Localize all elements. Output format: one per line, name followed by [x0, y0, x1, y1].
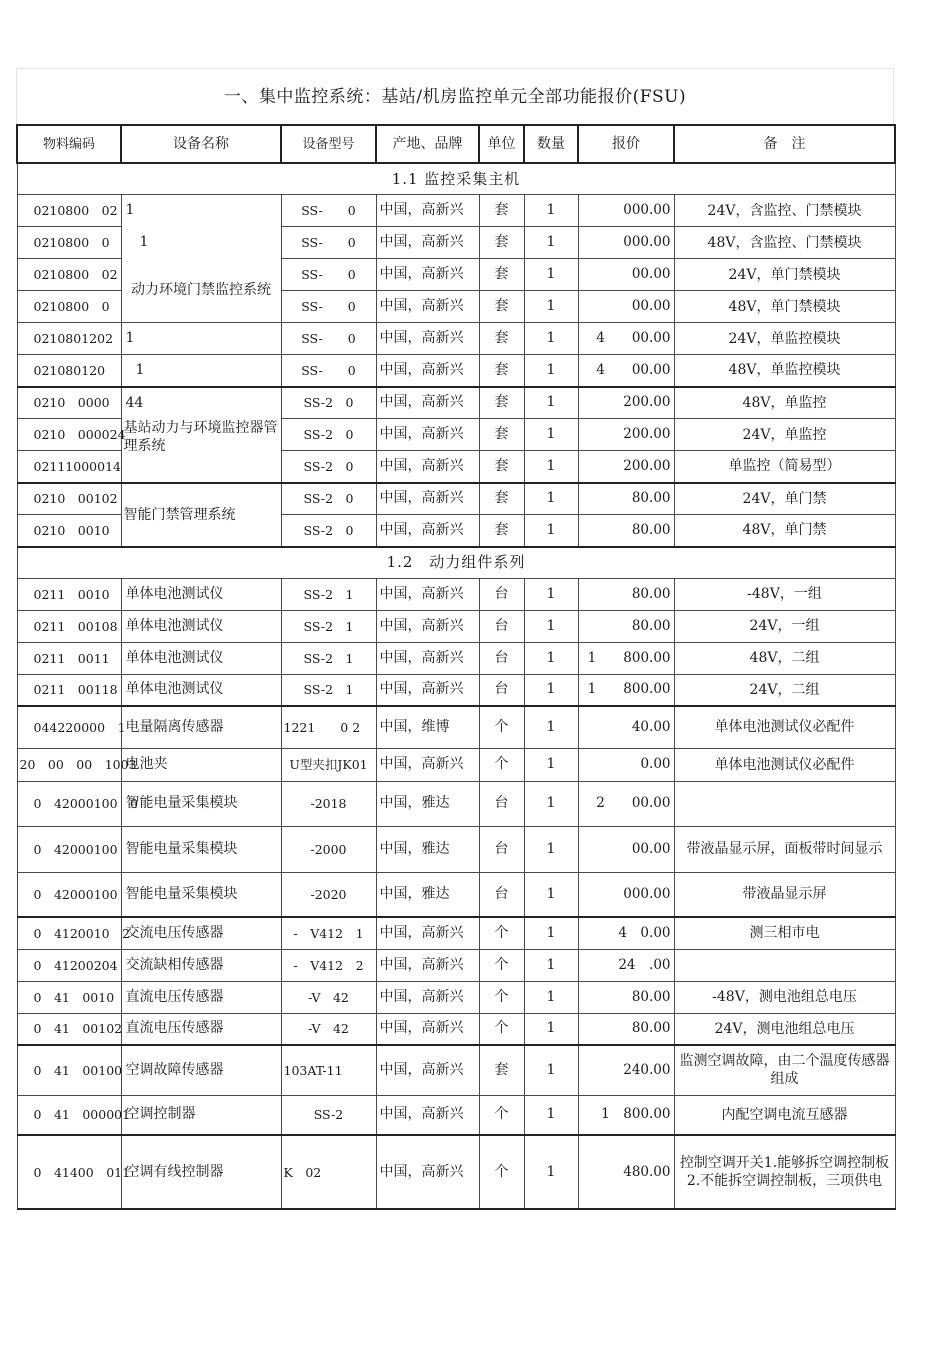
- cell-model: -2000: [281, 826, 376, 872]
- cell-qty: 1: [524, 451, 578, 483]
- cell-code: 0211 0010: [17, 578, 121, 610]
- cell-qty: 1: [524, 483, 578, 515]
- cell-name: 智能电量采集模块: [121, 826, 281, 872]
- cell-price: 480.00: [578, 1135, 674, 1209]
- header-note: 备 注: [674, 125, 895, 163]
- cell-origin: 中国，高新兴: [376, 355, 479, 387]
- cell-code: 0 41 00100: [17, 1045, 121, 1095]
- cell-note: 48V，单监控: [674, 387, 895, 419]
- cell-model: -V 42: [281, 981, 376, 1013]
- cell-price: 0.00: [578, 748, 674, 781]
- cell-price: 000.00: [578, 195, 674, 227]
- header-origin: 产地、品牌: [376, 125, 479, 163]
- cell-name: 空调有线控制器: [121, 1135, 281, 1209]
- cell-price: 200.00: [578, 419, 674, 451]
- cell-qty: 1: [524, 291, 578, 323]
- cell-unit: 个: [479, 1095, 524, 1135]
- cell-unit: 个: [479, 917, 524, 949]
- cell-qty: 1: [524, 1095, 578, 1135]
- cell-qty: 1: [524, 781, 578, 826]
- cell-note: -48V，测电池组总电压: [674, 981, 895, 1013]
- cell-model: - V412 1: [281, 917, 376, 949]
- cell-origin: 中国，高新兴: [376, 917, 479, 949]
- cell-name: 1: [121, 227, 281, 259]
- cell-qty: 1: [524, 227, 578, 259]
- cell-note: 48V，单门禁: [674, 515, 895, 547]
- table-row: [17, 610, 895, 642]
- cell-code: 0210800 0: [17, 227, 121, 259]
- cell-note: 24V，含监控、门禁模块: [674, 195, 895, 227]
- cell-code: 021080120: [17, 355, 121, 387]
- table-row: [17, 355, 895, 387]
- price-table: [16, 124, 896, 1210]
- cell-origin: 中国，高新兴: [376, 1095, 479, 1135]
- header-row: [17, 125, 895, 163]
- cell-qty: 1: [524, 706, 578, 748]
- cell-price: 80.00: [578, 1013, 674, 1045]
- cell-model: SS- 0: [281, 323, 376, 355]
- cell-origin: 中国，高新兴: [376, 674, 479, 706]
- cell-name: 交流缺相传感器: [121, 949, 281, 981]
- cell-qty: 1: [524, 387, 578, 419]
- cell-price: 4 00.00: [578, 355, 674, 387]
- table-row: [17, 1095, 895, 1135]
- cell-price: 4 0.00: [578, 917, 674, 949]
- cell-unit: 台: [479, 642, 524, 674]
- cell-model: -2018: [281, 781, 376, 826]
- table-row: [17, 578, 895, 610]
- cell-unit: 个: [479, 949, 524, 981]
- cell-code: 0210800 0: [17, 291, 121, 323]
- cell-code: 0 42000100 0: [17, 781, 121, 826]
- table-row: [17, 1045, 895, 1095]
- cell-qty: 1: [524, 1045, 578, 1095]
- cell-note: 48V，单门禁模块: [674, 291, 895, 323]
- cell-model: SS- 0: [281, 355, 376, 387]
- table-row: [17, 917, 895, 949]
- table-row: [17, 1013, 895, 1045]
- cell-name: 单体电池测试仪: [121, 578, 281, 610]
- cell-model: SS- 0: [281, 227, 376, 259]
- cell-model: SS-2 0: [281, 451, 376, 483]
- cell-qty: 1: [524, 748, 578, 781]
- cell-origin: 中国，雅达: [376, 872, 479, 917]
- cell-unit: 套: [479, 227, 524, 259]
- cell-model: SS- 0: [281, 291, 376, 323]
- cell-qty: 1: [524, 419, 578, 451]
- cell-price: 4 00.00: [578, 323, 674, 355]
- cell-unit: 套: [479, 419, 524, 451]
- cell-code: 0210800 02: [17, 259, 121, 291]
- cell-qty: 1: [524, 355, 578, 387]
- header-code: 物料编码: [17, 125, 121, 163]
- page-title: 一、集中监控系统：基站/机房监控单元全部功能报价(FSU): [223, 87, 687, 107]
- cell-price: 2 00.00: [578, 781, 674, 826]
- cell-code: 0210800 02: [17, 195, 121, 227]
- cell-note: [674, 781, 895, 826]
- cell-name: 单体电池测试仪: [121, 674, 281, 706]
- cell-unit: 个: [479, 1013, 524, 1045]
- cell-unit: 个: [479, 981, 524, 1013]
- header-qty: 数量: [524, 125, 578, 163]
- table-row: [17, 259, 895, 291]
- cell-origin: 中国，高新兴: [376, 642, 479, 674]
- cell-unit: 套: [479, 195, 524, 227]
- cell-note: 24V，单门禁: [674, 483, 895, 515]
- cell-origin: 中国，高新兴: [376, 419, 479, 451]
- cell-note: 带液晶显示屏，面板带时间显示: [674, 826, 895, 872]
- cell-qty: 1: [524, 826, 578, 872]
- group-name-door-monitor: 动力环境门禁监控系统: [121, 259, 281, 323]
- group-name-door-system: 智能门禁管理系统: [121, 483, 281, 547]
- section-row: [17, 163, 895, 195]
- cell-note: 单体电池测试仪必配件: [674, 748, 895, 781]
- cell-name: 单体电池测试仪: [121, 610, 281, 642]
- cell-unit: 套: [479, 515, 524, 547]
- cell-origin: 中国，维博: [376, 706, 479, 748]
- cell-origin: 中国，高新兴: [376, 1045, 479, 1095]
- cell-qty: 1: [524, 872, 578, 917]
- cell-model: SS- 0: [281, 259, 376, 291]
- cell-code: 0210 0000: [17, 387, 121, 419]
- table-row: [17, 227, 895, 259]
- cell-unit: 个: [479, 748, 524, 781]
- cell-qty: 1: [524, 674, 578, 706]
- cell-note: 监测空调故障，由二个温度传感器组成: [674, 1045, 895, 1095]
- table-row: [17, 642, 895, 674]
- cell-price: 40.00: [578, 706, 674, 748]
- cell-code: 0 41 0010: [17, 981, 121, 1013]
- cell-model: SS-2 0: [281, 483, 376, 515]
- cell-code: 0210 000024: [17, 419, 121, 451]
- cell-code: 0 42000100: [17, 826, 121, 872]
- cell-qty: 1: [524, 642, 578, 674]
- cell-unit: 套: [479, 355, 524, 387]
- table-row: [17, 195, 895, 227]
- cell-unit: 台: [479, 578, 524, 610]
- cell-note: 48V，单监控模块: [674, 355, 895, 387]
- cell-price: 80.00: [578, 483, 674, 515]
- cell-model: SS- 0: [281, 195, 376, 227]
- table-row: [17, 387, 895, 419]
- cell-qty: 1: [524, 259, 578, 291]
- cell-name: 单体电池测试仪: [121, 642, 281, 674]
- cell-code: 0 42000100: [17, 872, 121, 917]
- cell-origin: 中国，高新兴: [376, 291, 479, 323]
- cell-origin: 中国，高新兴: [376, 610, 479, 642]
- cell-name: 直流电压传感器: [121, 1013, 281, 1045]
- cell-note: [674, 949, 895, 981]
- cell-name: 1: [121, 355, 281, 387]
- cell-name: 智能电量采集模块: [121, 781, 281, 826]
- cell-note: -48V，一组: [674, 578, 895, 610]
- cell-model: SS-2 1: [281, 642, 376, 674]
- cell-unit: 台: [479, 872, 524, 917]
- cell-origin: 中国，高新兴: [376, 227, 479, 259]
- cell-note: 带液晶显示屏: [674, 872, 895, 917]
- header-model: 设备型号: [281, 125, 376, 163]
- cell-model: 1221 0 2: [281, 706, 376, 748]
- cell-code: 02111000014: [17, 451, 121, 483]
- cell-unit: 套: [479, 483, 524, 515]
- cell-model: U型夹扣JK01: [281, 748, 376, 781]
- cell-note: 48V，含监控、门禁模块: [674, 227, 895, 259]
- cell-code: 0210801202: [17, 323, 121, 355]
- cell-name: 44: [121, 387, 281, 419]
- cell-qty: 1: [524, 981, 578, 1013]
- table-row: [17, 781, 895, 826]
- cell-unit: 套: [479, 259, 524, 291]
- cell-unit: 台: [479, 674, 524, 706]
- table-row: [17, 826, 895, 872]
- cell-qty: 1: [524, 578, 578, 610]
- cell-note: 24V，一组: [674, 610, 895, 642]
- cell-code: 044220000 1: [17, 706, 121, 748]
- section-title: 1.2 动力组件系列: [17, 547, 895, 579]
- cell-name: 电量隔离传感器: [121, 706, 281, 748]
- cell-origin: 中国，高新兴: [376, 578, 479, 610]
- cell-price: 00.00: [578, 259, 674, 291]
- cell-price: 200.00: [578, 387, 674, 419]
- cell-model: SS-2 0: [281, 419, 376, 451]
- cell-code: 0210 0010: [17, 515, 121, 547]
- cell-origin: 中国，高新兴: [376, 451, 479, 483]
- cell-price: 000.00: [578, 227, 674, 259]
- cell-price: 80.00: [578, 515, 674, 547]
- cell-unit: 台: [479, 826, 524, 872]
- cell-unit: 套: [479, 291, 524, 323]
- cell-price: 24 .00: [578, 949, 674, 981]
- cell-price: 240.00: [578, 1045, 674, 1095]
- table-row: [17, 674, 895, 706]
- table-row: [17, 872, 895, 917]
- cell-price: 00.00: [578, 291, 674, 323]
- cell-price: 000.00: [578, 872, 674, 917]
- cell-model: 103AT-11: [281, 1045, 376, 1095]
- cell-qty: 1: [524, 917, 578, 949]
- cell-unit: 套: [479, 387, 524, 419]
- cell-model: SS-2: [281, 1095, 376, 1135]
- table-row: [17, 323, 895, 355]
- cell-origin: 中国，高新兴: [376, 515, 479, 547]
- cell-price: 00.00: [578, 826, 674, 872]
- cell-code: 0 41 000001: [17, 1095, 121, 1135]
- cell-price: 1 800.00: [578, 674, 674, 706]
- header-unit: 单位: [479, 125, 524, 163]
- section-title: 1.1 监控采集主机: [17, 163, 895, 195]
- cell-code: 0210 00102: [17, 483, 121, 515]
- cell-code: 0211 00108: [17, 610, 121, 642]
- table-row: [17, 483, 895, 515]
- cell-qty: 1: [524, 1013, 578, 1045]
- cell-unit: 套: [479, 451, 524, 483]
- cell-note: 控制空调开关1.能够拆空调控制板2.不能拆空调控制板，三项供电: [674, 1135, 895, 1209]
- cell-origin: 中国，高新兴: [376, 387, 479, 419]
- group-name-base-station: 基站动力与环境监控器管理系统: [121, 419, 281, 483]
- cell-model: -2020: [281, 872, 376, 917]
- cell-unit: 个: [479, 706, 524, 748]
- cell-price: 200.00: [578, 451, 674, 483]
- cell-code: 20 00 00 1003: [17, 748, 121, 781]
- cell-model: - V412 2: [281, 949, 376, 981]
- cell-origin: 中国，高新兴: [376, 748, 479, 781]
- table-row: [17, 981, 895, 1013]
- cell-unit: 套: [479, 1045, 524, 1095]
- cell-price: 80.00: [578, 981, 674, 1013]
- cell-note: 内配空调电流互感器: [674, 1095, 895, 1135]
- cell-code: 0211 0011: [17, 642, 121, 674]
- cell-origin: 中国，高新兴: [376, 1013, 479, 1045]
- cell-origin: 中国，雅达: [376, 826, 479, 872]
- cell-note: 测三相市电: [674, 917, 895, 949]
- section-row: [17, 547, 895, 579]
- cell-note: 24V，单门禁模块: [674, 259, 895, 291]
- cell-code: 0 41 00102: [17, 1013, 121, 1045]
- cell-origin: 中国，高新兴: [376, 949, 479, 981]
- cell-name: 1: [121, 195, 281, 227]
- cell-code: 0 4120010 2: [17, 917, 121, 949]
- cell-note: 24V，单监控: [674, 419, 895, 451]
- cell-price: 80.00: [578, 610, 674, 642]
- cell-model: -V 42: [281, 1013, 376, 1045]
- cell-qty: 1: [524, 195, 578, 227]
- cell-origin: 中国，高新兴: [376, 259, 479, 291]
- cell-qty: 1: [524, 323, 578, 355]
- cell-qty: 1: [524, 610, 578, 642]
- cell-model: SS-2 0: [281, 515, 376, 547]
- cell-name: 空调故障传感器: [121, 1045, 281, 1095]
- cell-note: 单监控（简易型）: [674, 451, 895, 483]
- cell-name: 直流电压传感器: [121, 981, 281, 1013]
- cell-qty: 1: [524, 949, 578, 981]
- table-row: [17, 748, 895, 781]
- cell-origin: 中国，高新兴: [376, 981, 479, 1013]
- table-row: [17, 1135, 895, 1209]
- cell-origin: 中国，高新兴: [376, 323, 479, 355]
- cell-qty: 1: [524, 515, 578, 547]
- table-row: [17, 949, 895, 981]
- cell-note: 24V，二组: [674, 674, 895, 706]
- cell-price: 80.00: [578, 578, 674, 610]
- cell-origin: 中国，高新兴: [376, 195, 479, 227]
- cell-unit: 台: [479, 610, 524, 642]
- cell-model: SS-2 1: [281, 674, 376, 706]
- cell-model: K 02: [281, 1135, 376, 1209]
- cell-unit: 套: [479, 323, 524, 355]
- cell-note: 24V，测电池组总电压: [674, 1013, 895, 1045]
- table-row: [17, 419, 895, 451]
- cell-note: 48V，二组: [674, 642, 895, 674]
- cell-name: 电池夹: [121, 748, 281, 781]
- cell-code: 0 41400 011: [17, 1135, 121, 1209]
- cell-qty: 1: [524, 1135, 578, 1209]
- cell-name: 交流电压传感器: [121, 917, 281, 949]
- cell-unit: 台: [479, 781, 524, 826]
- cell-price: 1 800.00: [578, 642, 674, 674]
- cell-origin: 中国，高新兴: [376, 483, 479, 515]
- cell-origin: 中国，雅达: [376, 781, 479, 826]
- cell-model: SS-2 0: [281, 387, 376, 419]
- cell-model: SS-2 1: [281, 578, 376, 610]
- cell-name: 空调控制器: [121, 1095, 281, 1135]
- cell-origin: 中国，高新兴: [376, 1135, 479, 1209]
- header-price: 报价: [578, 125, 674, 163]
- cell-note: 单体电池测试仪必配件: [674, 706, 895, 748]
- table-row: [17, 706, 895, 748]
- cell-code: 0211 00118: [17, 674, 121, 706]
- cell-code: 0 41200204: [17, 949, 121, 981]
- header-name: 设备名称: [121, 125, 281, 163]
- cell-name: 智能电量采集模块: [121, 872, 281, 917]
- cell-unit: 个: [479, 1135, 524, 1209]
- cell-model: SS-2 1: [281, 610, 376, 642]
- cell-note: 24V，单监控模块: [674, 323, 895, 355]
- cell-price: 1 800.00: [578, 1095, 674, 1135]
- cell-name: 1: [121, 323, 281, 355]
